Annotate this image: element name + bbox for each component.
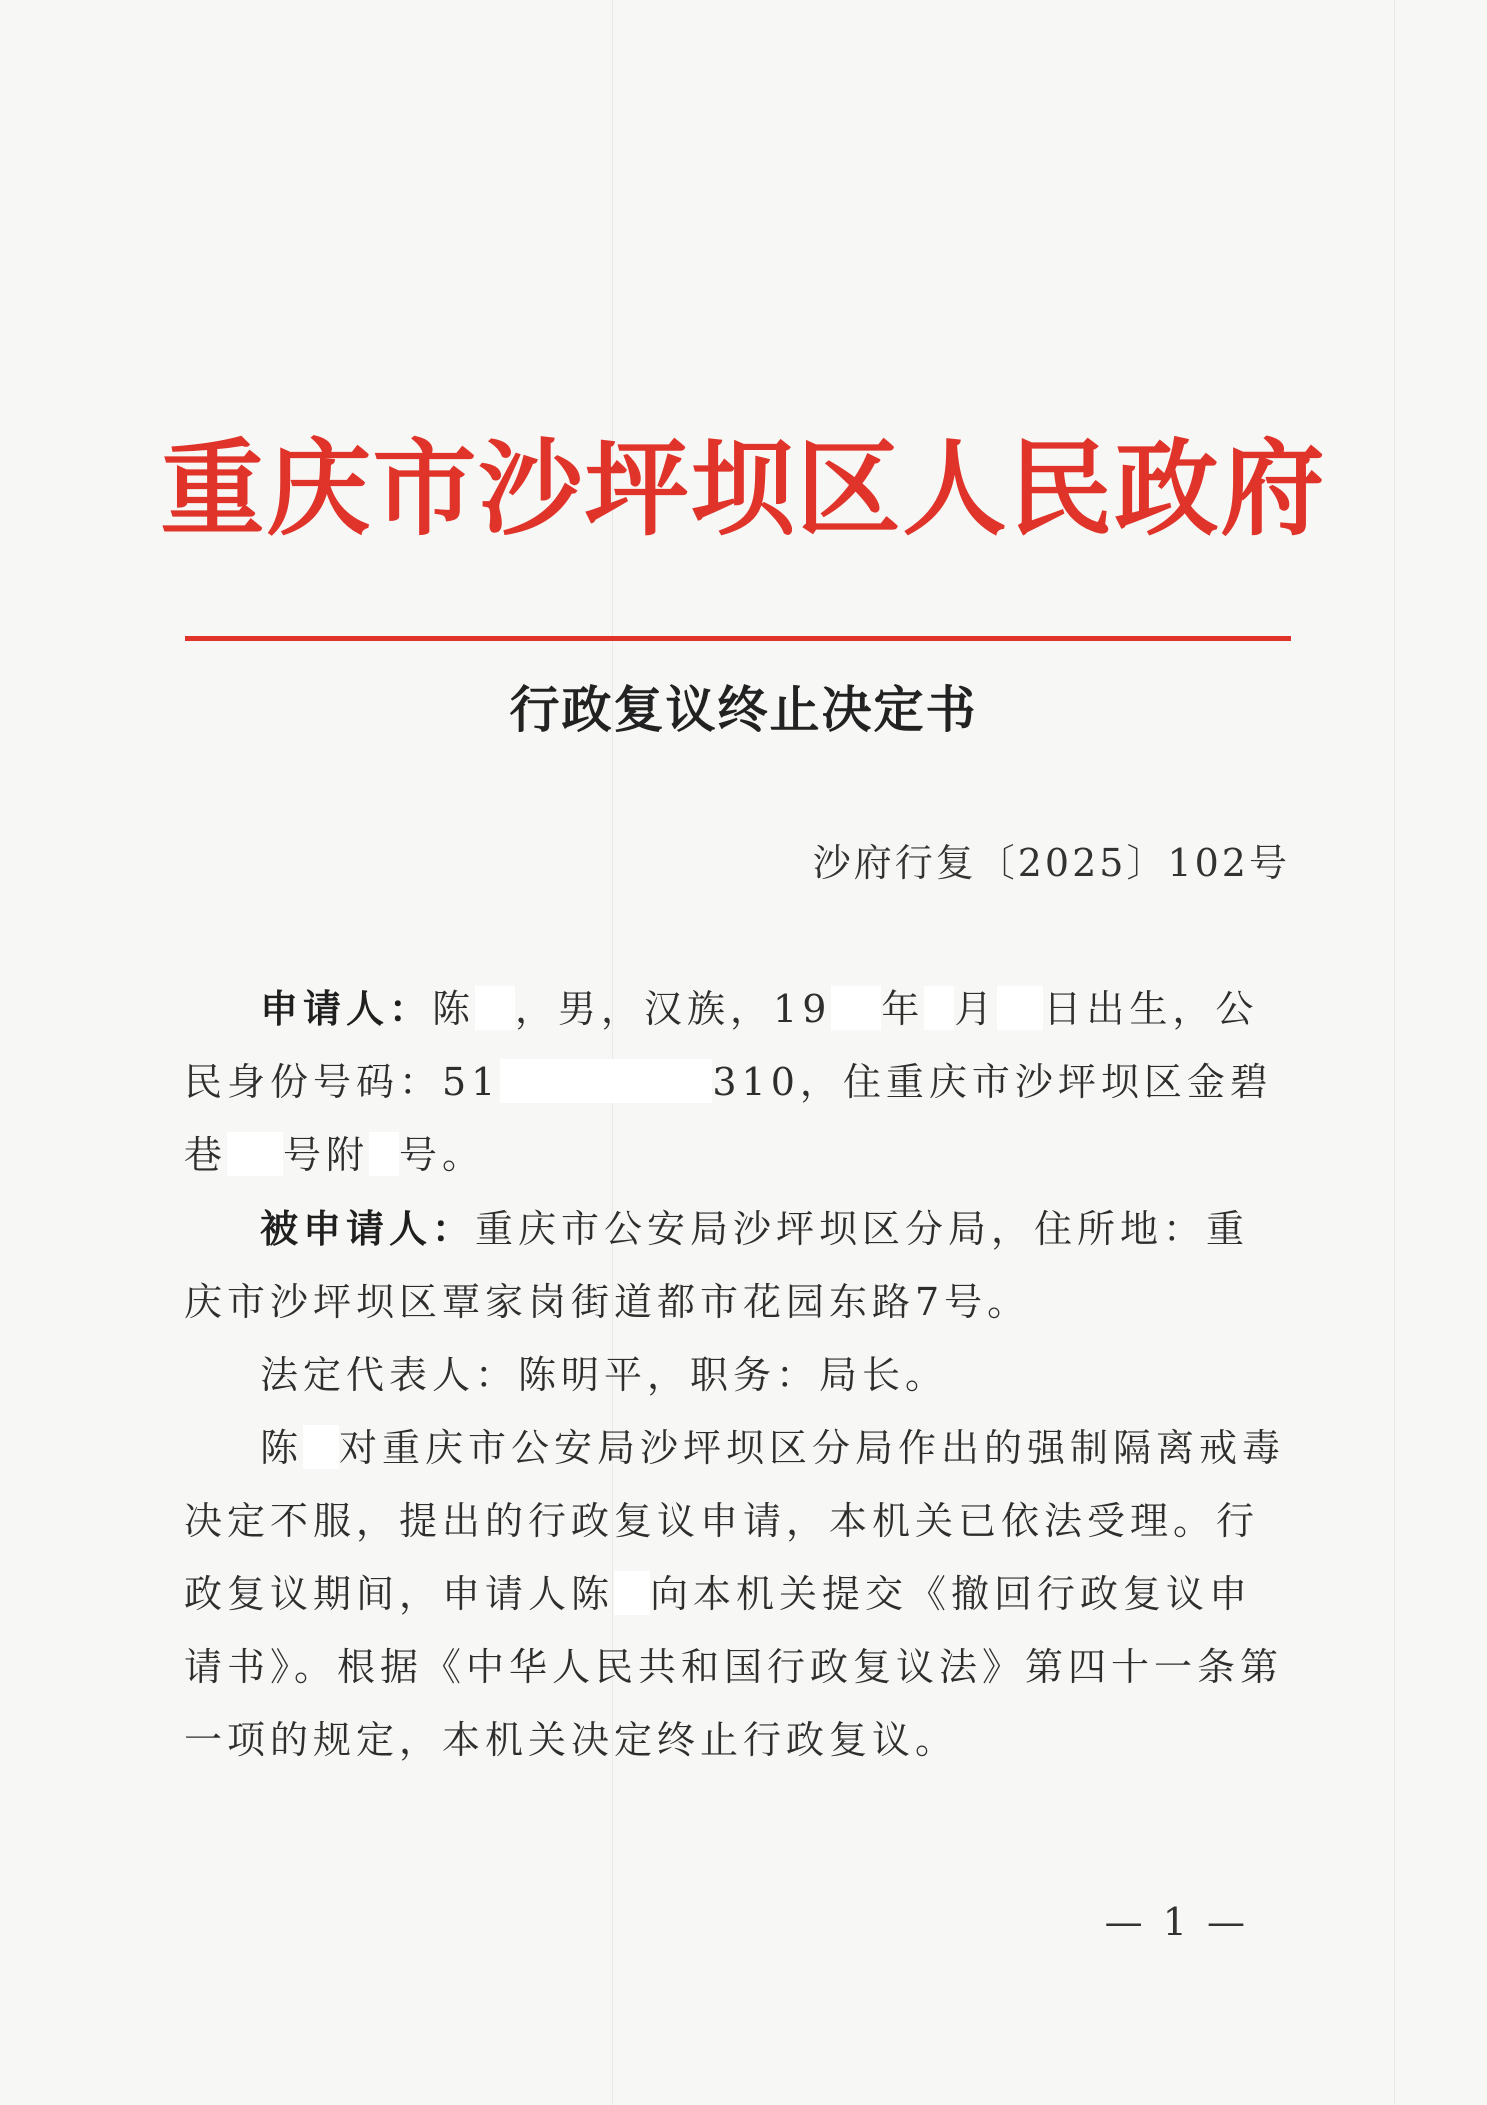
redaction-block	[997, 986, 1043, 1030]
decision-text: 对重庆市公安局沙坪坝区分局作出的强制隔离戒毒决定不服，提出的行政复议申请，本机关已依法受理。行政复议期间，申请人陈	[184, 1426, 1286, 1616]
redaction-block	[614, 1571, 650, 1615]
redaction-block	[500, 1059, 712, 1103]
legal-representative-paragraph: 法定代表人：陈明平，职务：局长。	[260, 1353, 949, 1397]
applicant-text: 日出生，公民身份号码：51	[184, 987, 1259, 1104]
applicant-text: 陈	[432, 987, 476, 1031]
redaction-block	[369, 1132, 399, 1176]
red-separator-line	[185, 636, 1291, 641]
applicant-text: 号附	[283, 1133, 370, 1177]
respondent-label: 被申请人：	[260, 1206, 476, 1251]
redaction-block	[303, 1425, 339, 1469]
applicant-text: 年	[881, 987, 925, 1031]
applicant-label: 申请人：	[260, 986, 433, 1031]
page-number: — 1 —	[1104, 1900, 1249, 1944]
applicant-text: 月	[954, 987, 998, 1031]
applicant-text: 号。	[399, 1133, 486, 1177]
applicant-paragraph	[184, 972, 1290, 1192]
applicant-text: ，男，汉族，19	[515, 987, 832, 1031]
redaction-block	[924, 986, 954, 1030]
document-body	[184, 972, 1290, 1777]
respondent-paragraph	[184, 1192, 1290, 1339]
decision-text: 陈	[260, 1426, 304, 1470]
document-number: 沙府行复〔2025〕102号	[812, 841, 1290, 885]
respondent-text: 重庆市公安局沙坪坝区分局，住所地：重庆市沙坪坝区覃家岗街道都市花园东路7号。	[184, 1207, 1250, 1324]
redaction-block	[475, 986, 515, 1030]
fold-line	[1394, 0, 1395, 2105]
decision-paragraph	[184, 1412, 1290, 1777]
issuing-authority-masthead: 重庆市沙坪坝区人民政府	[160, 427, 1327, 550]
applicant-text: 310，住重庆市沙坪坝区金碧巷	[184, 1060, 1273, 1177]
document-title: 行政复议终止决定书	[509, 680, 978, 739]
decision-text: 向本机关提交《撤回行政复议申请书》。根据《中华人民共和国行政复议法》第四十一条第一项的规定，本机关决定终止行政复议。	[184, 1572, 1284, 1762]
redaction-block	[831, 986, 881, 1030]
redaction-block	[227, 1132, 283, 1176]
